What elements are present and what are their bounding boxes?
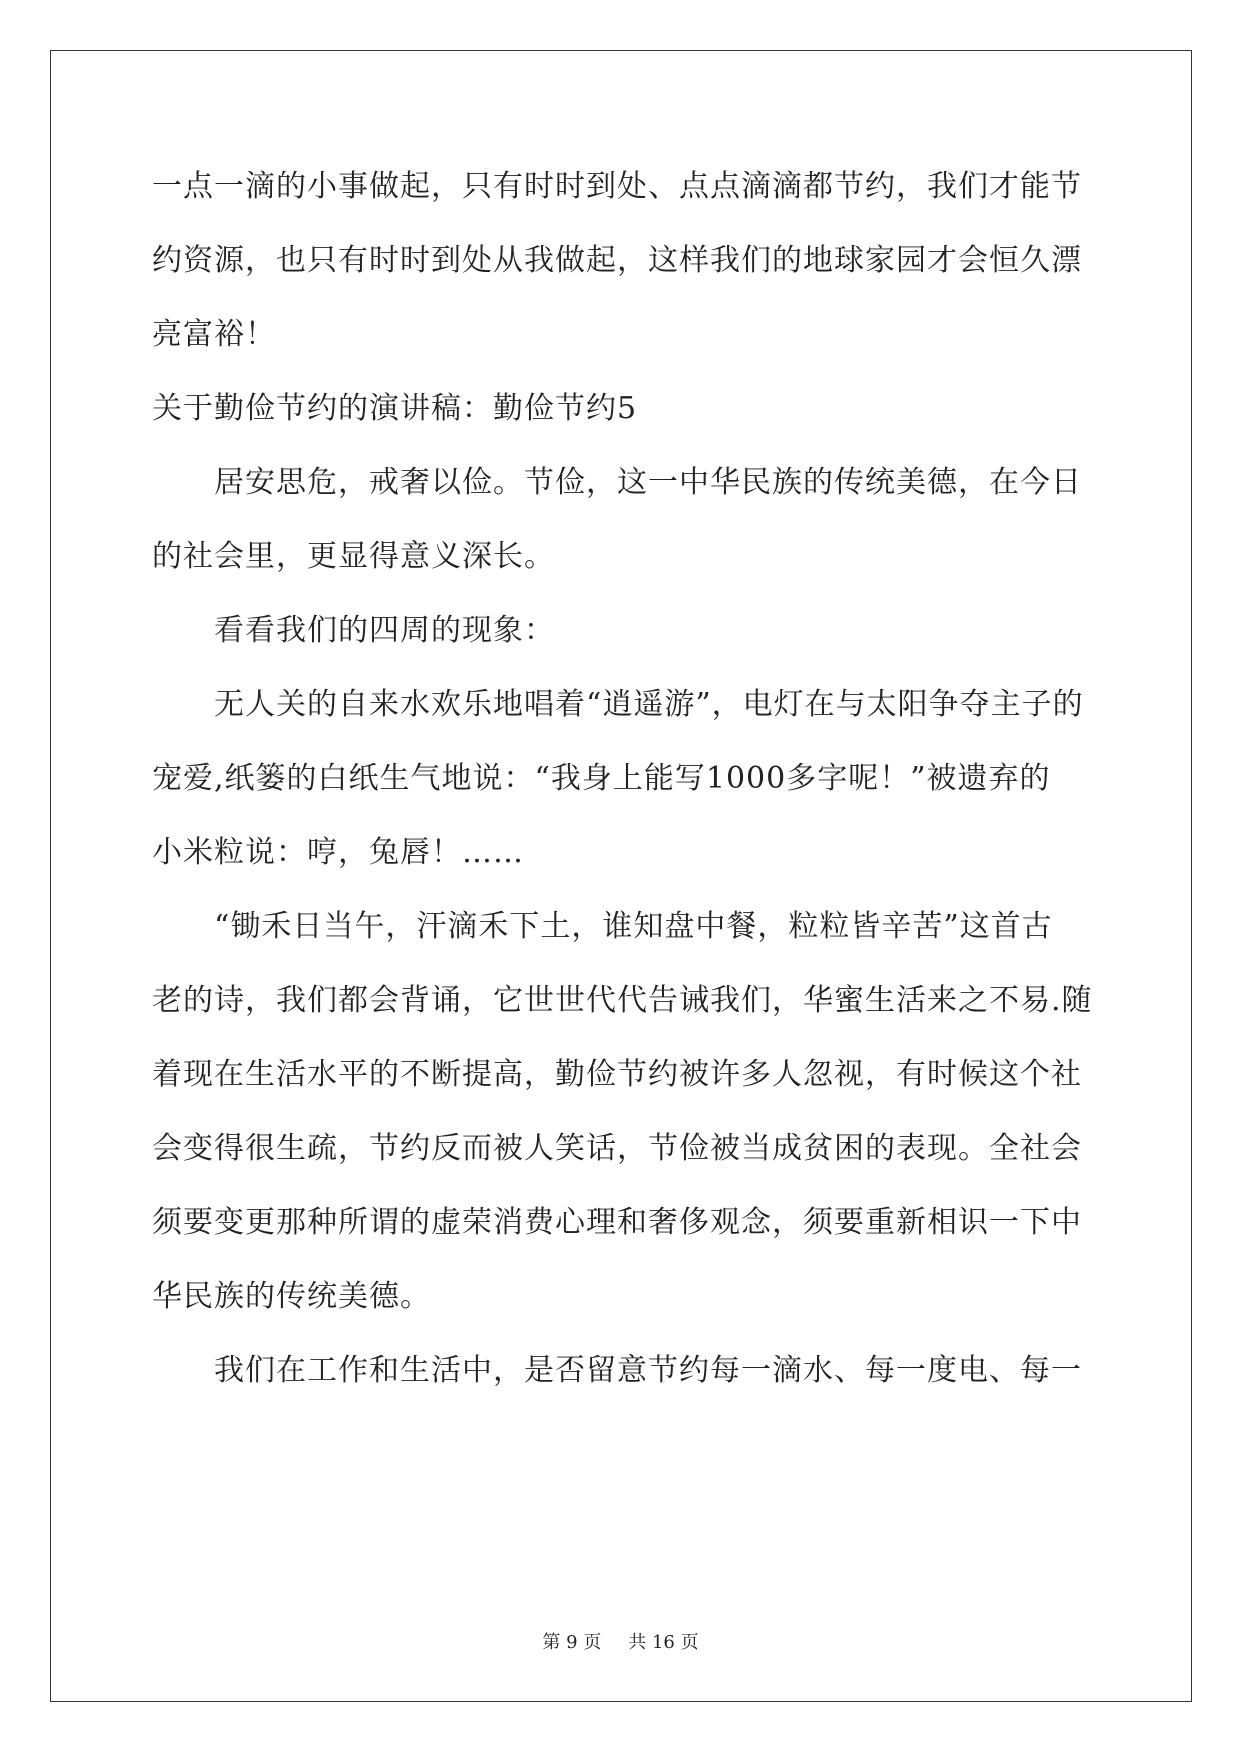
text-line: 我们在工作和生活中，是否留意节约每一滴水、每一度电、每一 (214, 1353, 1082, 1388)
text-line: “锄禾日当午，汗滴禾下土，谁知盘中餐，粒粒皆辛苦”这首古 (214, 909, 1053, 944)
text-line: 宠爱,纸篓的白纸生气地说：“我身上能写1000多字呢！”被遗弃的 (152, 761, 1051, 796)
document-body (152, 150, 1092, 1408)
text-line: 约资源，也只有时时到处从我做起，这样我们的地球家园才会恒久漂 (152, 243, 1082, 278)
text-line: 华民族的传统美德。 (152, 1279, 431, 1314)
section-heading: 关于勤俭节约的演讲稿：勤俭节约5 (152, 391, 638, 426)
text-line: 亮富裕！ (152, 317, 276, 352)
text-line: 着现在生活水平的不断提高，勤俭节约被许多人忽视，有时候这个社 (152, 1057, 1082, 1092)
text-line: 的社会里，更显得意义深长。 (152, 539, 555, 574)
text-line: 须要变更那种所谓的虚荣消费心理和奢侈观念，须要重新相识一下中 (152, 1205, 1082, 1240)
text-line: 无人关的自来水欢乐地唱着“逍遥游”，电灯在与太阳争夺主子的 (214, 687, 1084, 722)
page-number: 第 9 页 (542, 1632, 602, 1653)
page-total: 共 16 页 (628, 1632, 699, 1653)
text-line: 小米粒说：哼，兔唇！…… (152, 835, 524, 870)
text-line: 居安思危，戒奢以俭。节俭，这一中华民族的传统美德，在今日 (214, 465, 1082, 500)
page-footer (0, 1628, 1241, 1654)
text-line: 会变得很生疏，节约反而被人笑话，节俭被当成贫困的表现。全社会 (152, 1131, 1082, 1166)
text-line: 看看我们的四周的现象： (214, 613, 555, 648)
text-line: 一点一滴的小事做起，只有时时到处、点点滴滴都节约，我们才能节 (152, 169, 1082, 204)
text-line: 老的诗，我们都会背诵，它世世代代告诫我们，华蜜生活来之不易.随 (152, 983, 1093, 1018)
